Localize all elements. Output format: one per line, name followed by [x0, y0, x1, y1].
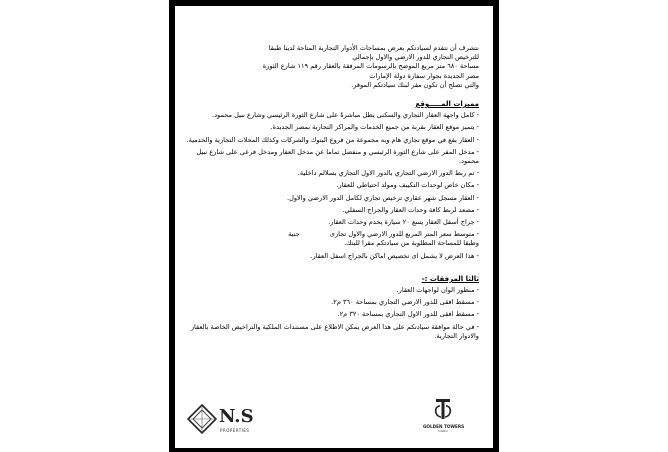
- document-frame: [169, 0, 499, 452]
- attachment-item: - مسقط افقى للدور الاول التجاري بمساحة ٣٢٠ م٢.: [337, 310, 479, 319]
- intro-line: للترخيص التجاري للدور الارضي والاول بإجمالي: [352, 53, 479, 62]
- feature-item: وطبقا للمساحة المطلوبة من سيادتكم مقرا للبنك.: [344, 239, 479, 248]
- ns-logo-text: N.S: [219, 406, 254, 427]
- ns-logo-subtitle: PROPERTIES: [220, 428, 250, 433]
- ns-properties-logo: [187, 404, 263, 438]
- attachment-item: - منظور الوان لواجهات العقار.: [396, 286, 479, 295]
- feature-item: [185, 230, 479, 239]
- feature-item: - مدخل المقر على شارع الثورة الرئيسي و منفصل تماما عن مدخل العقار ومدخل فرعى على شارع نبيل محمود.: [196, 147, 479, 166]
- feature-item: - مصعد لربط كافة وحدات العقار والجراج السفلي.: [342, 205, 479, 214]
- feature-item: - جراج أسفل العقار يسع ٢٠ سيارة يخدم وحدات العقار.: [328, 218, 479, 227]
- price-line: - متوسط سعر المتر المربع للدور الارضي والاول تجارى: [329, 230, 479, 239]
- golden-towers-city: CAIRO: [438, 429, 448, 433]
- feature-item: - يتميز موقع العقار بقربة من جميع الخدمات والمراكز التجارية بمصر الجديدة.: [270, 123, 479, 132]
- features-list: [185, 111, 479, 261]
- intro-line: مساحة ٦٨٠ متر مربع الموضح بالرسومات المرفقة بالعقار رقم ١١٩ شارع الثورة: [262, 62, 479, 71]
- attachments-heading: ثالثا المرفقات :-: [421, 274, 479, 283]
- price-unit: جنية: [288, 230, 300, 239]
- letter-body: [185, 44, 479, 344]
- feature-item: - تم ربط الدور الارضي التجاري بالدور الاول التجاري بسلالم داخلية.: [297, 169, 479, 178]
- ns-diamond-icon: [187, 404, 217, 434]
- attachment-item: - مسقط افقى للدور الارضي التجاري بمساحة ٣٦٠ م٢.: [331, 298, 479, 307]
- feature-item: - العقار مسجل شهر عقاري ترخيص تجاري لكامل الدور الارضي والاول.: [286, 193, 479, 202]
- feature-item: - مكان خاص لوحدات التكييف ومولد احتياطي للعقار.: [336, 181, 479, 190]
- intro-line: مصر الجديدة بجوار سفارة دولة الإمارات: [369, 71, 479, 80]
- golden-towers-emblem-icon: [433, 396, 453, 422]
- features-heading: مميزات المـــــوقع: [415, 100, 479, 109]
- attachments-list: [185, 286, 479, 341]
- intro-line: نتشرف أن نتقدم لسيادتكم بعرض بمساحات الأدوار التجارية المتاحة لدينا طبقا: [268, 44, 479, 52]
- document-page: [175, 6, 493, 448]
- intro-paragraph: [185, 44, 479, 90]
- intro-line: والتي تصلح أن تكون مقر لبنك سيادتكم الموقر.: [351, 80, 479, 89]
- golden-towers-logo: [423, 396, 463, 440]
- attachment-item: - في حالة موافقة سيادتكم على هذا العرض يمكن الاطلاع على مستندات الملكية والتراخيص الخاصة بالعقار والادوار التجارية.: [190, 322, 479, 340]
- feature-item: - كامل واجهة العقار التجاري والسكنى يطل مباشرةً على شارع الثورة الرئيسي وشارع نبيل محمود.: [212, 111, 479, 120]
- feature-item: - هذا العرض لا يشمل اى تخصيص اماكن بالجراج اسفل العقار.: [310, 251, 479, 260]
- feature-item: - العقار يقع في موقع تجاري هام وبه مجموعة من فروع البنوك والشركات وكذلك المحلات التجارية والخدمية.: [186, 135, 479, 144]
- golden-towers-name: GOLDEN TOWERS: [423, 424, 465, 429]
